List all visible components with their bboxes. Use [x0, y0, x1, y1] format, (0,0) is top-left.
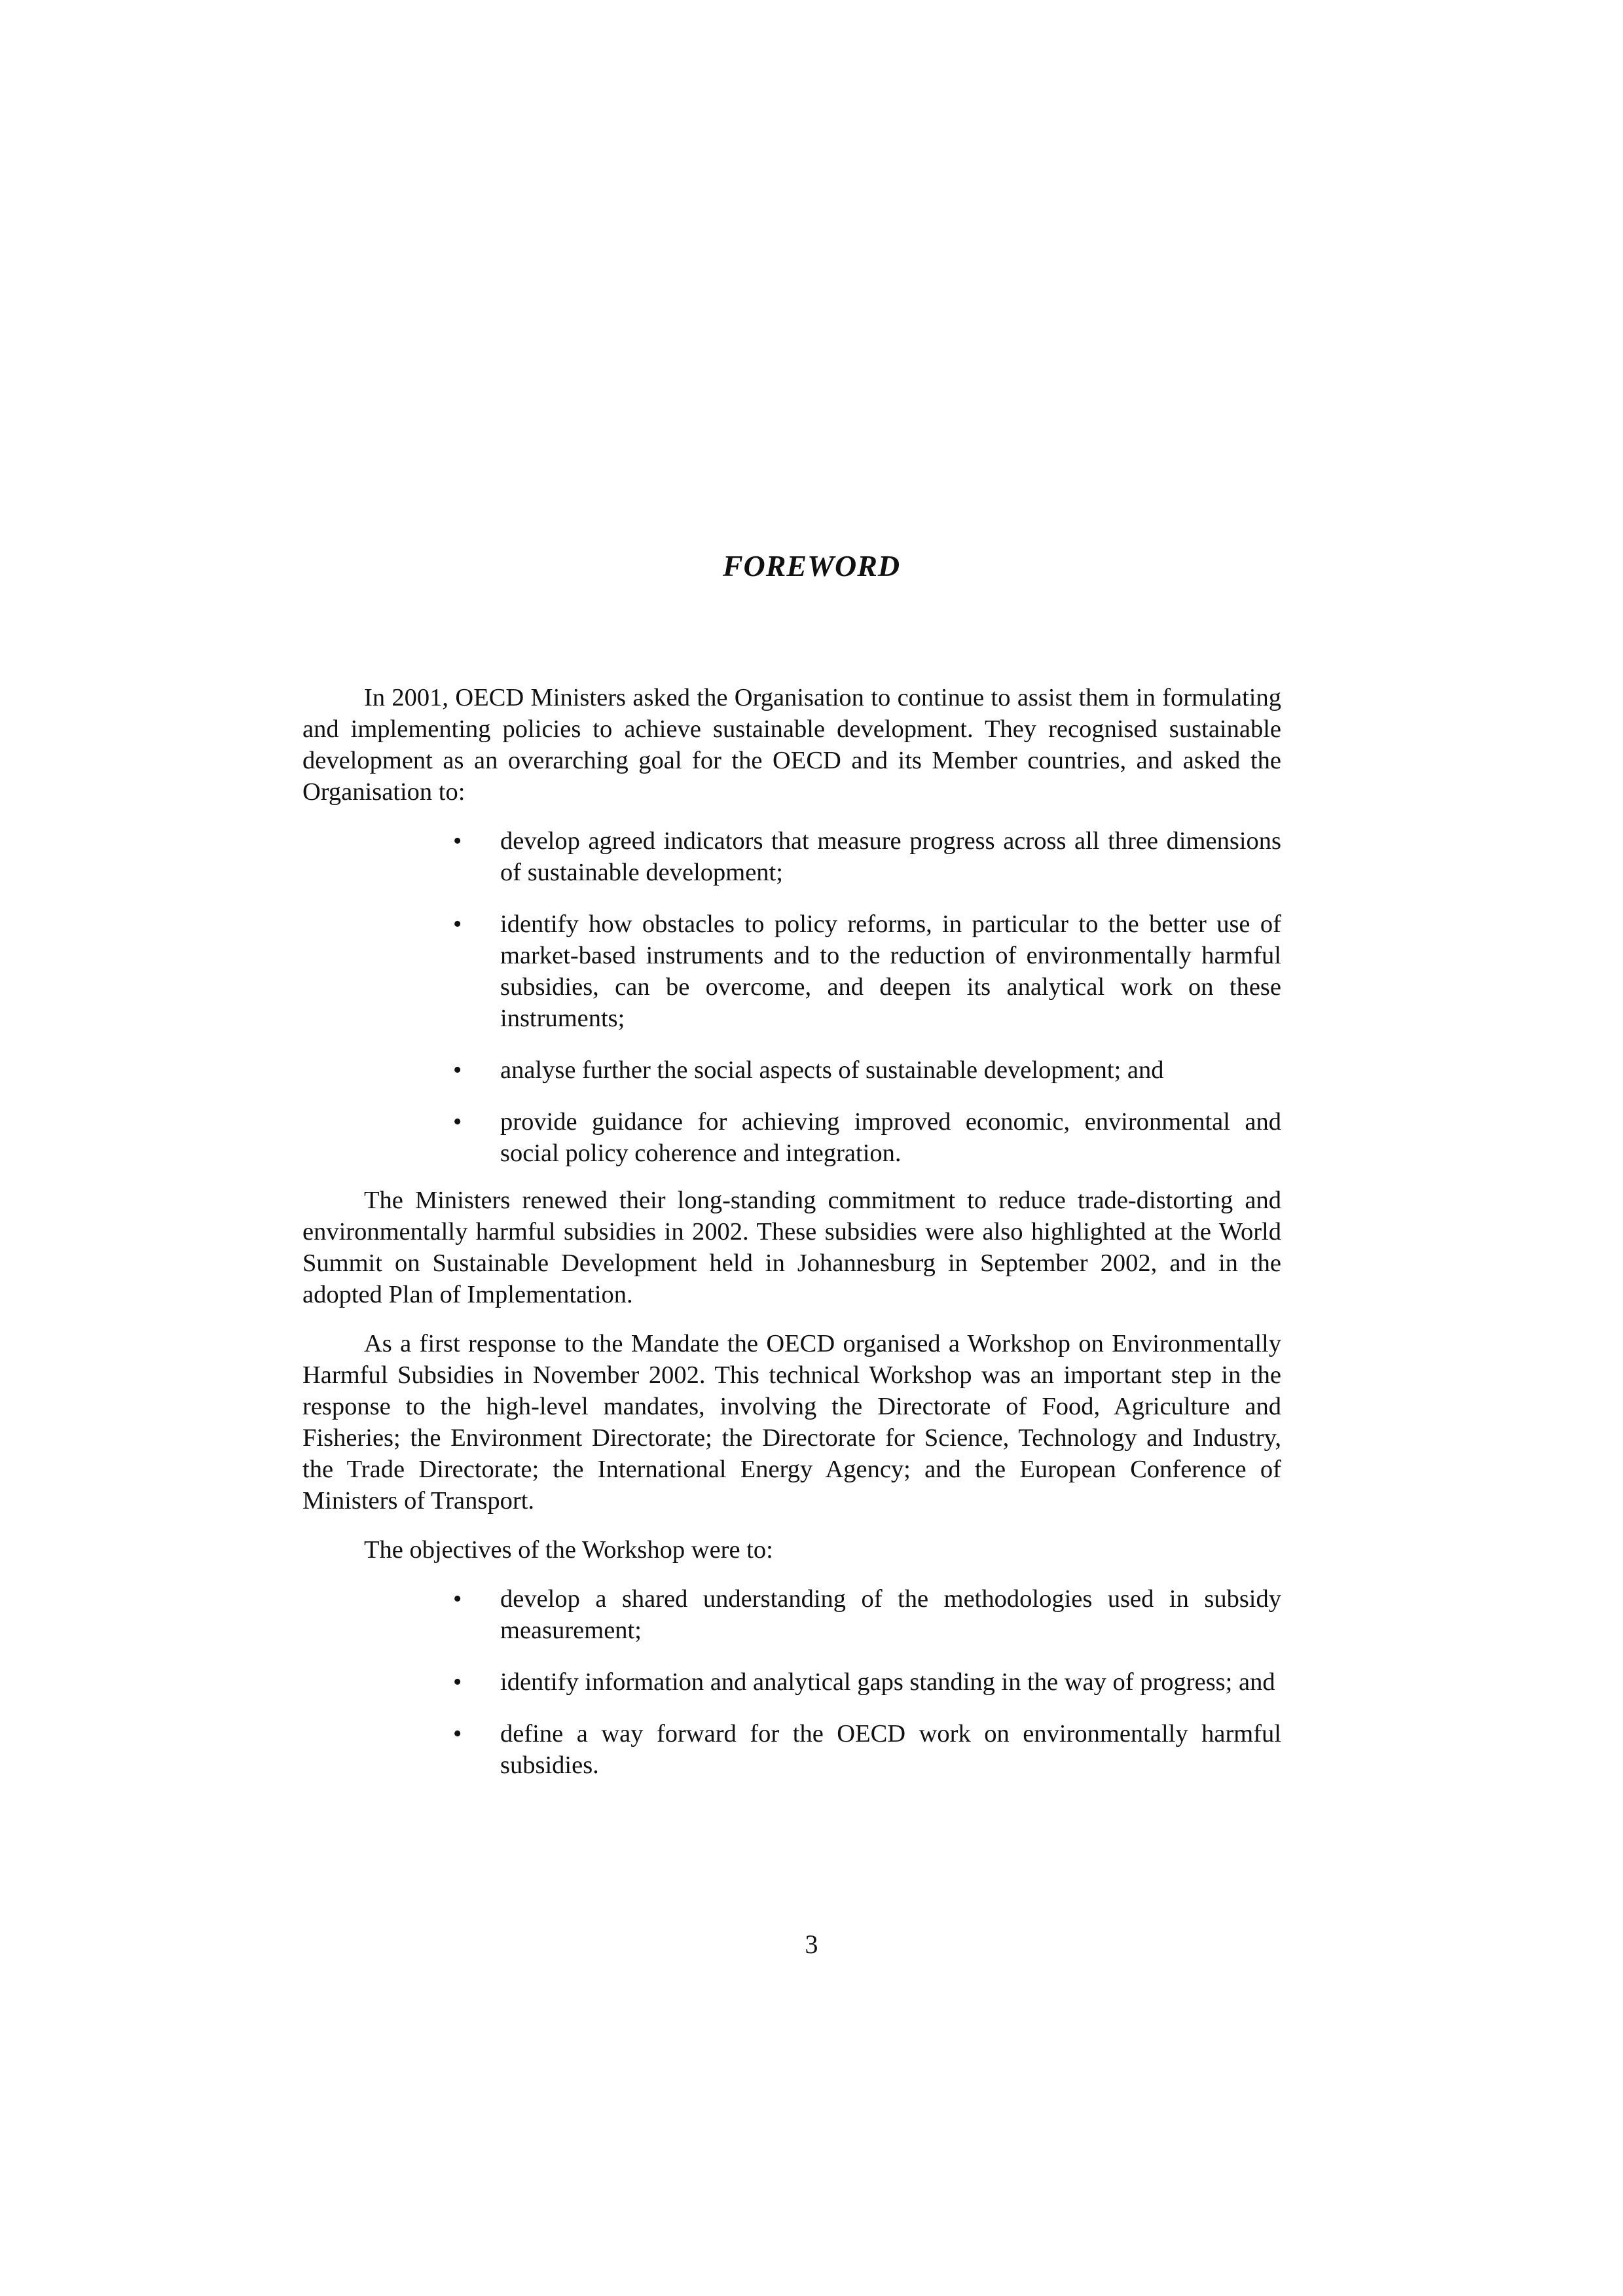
objectives-list — [302, 1583, 1281, 1781]
list-item-text: develop a shared understanding of the methodologies used in subsidy measurement; — [500, 1585, 1281, 1644]
page-title: FOREWORD — [722, 549, 901, 583]
bullet-icon: • — [453, 1668, 462, 1696]
list-item-text: analyse further the social aspects of sustainable development; and — [500, 1056, 1164, 1084]
paragraph-intro: In 2001, OECD Ministers asked the Organisation to continue to assist them in formulating and implementing policies to achieve sustainable development. They recognised sustainable development as an overarching goal for the OECD and its Member countries, and asked the Organisation to: — [302, 684, 1281, 806]
list-item — [302, 1718, 1281, 1781]
page-number: 3 — [805, 1929, 818, 1959]
list-item — [302, 1106, 1281, 1169]
list-item — [302, 1054, 1281, 1086]
bullet-icon: • — [453, 827, 462, 855]
paragraph-objectives: The objectives of the Workshop were to: — [364, 1536, 773, 1564]
list-item-text: identify how obstacles to policy reforms, in particular to the better use of market-based instruments and to the reduction of environmentally harmful subsidies, can be overcome, and deepen its analytical work on these instruments; — [500, 910, 1281, 1032]
body-text — [302, 682, 1281, 1797]
list-item — [302, 825, 1281, 888]
list-item-text: provide guidance for achieving improved economic, environmental and social policy coherence and integration. — [500, 1108, 1281, 1167]
bullet-icon: • — [453, 1585, 462, 1613]
bullet-icon: • — [453, 1108, 462, 1136]
list-item — [302, 1583, 1281, 1646]
bullet-icon: • — [453, 910, 462, 938]
list-item-text: define a way forward for the OECD work on environmentally harmful subsidies. — [500, 1720, 1281, 1779]
bullet-icon: • — [453, 1056, 462, 1084]
mandate-list — [302, 825, 1281, 1169]
list-item-text: develop agreed indicators that measure progress across all three dimensions of sustainable development; — [500, 827, 1281, 886]
paragraph-ministers: The Ministers renewed their long-standing commitment to reduce trade-distorting and environmentally harmful subsidies in 2002. These subsidies were also highlighted at the World Summit on Sustainable Development held in Johannesburg in September 2002, and in the adopted Plan of Implementation. — [302, 1187, 1281, 1308]
list-item — [302, 908, 1281, 1034]
list-item-text: identify information and analytical gaps standing in the way of progress; and — [500, 1668, 1275, 1696]
paragraph-workshop: As a first response to the Mandate the OECD organised a Workshop on Environmentally Harmful Subsidies in November 2002. This technical Workshop was an important step in the response to the high-level mandates, involving the Directorate of Food, Agriculture and Fisheries; the Environment Directorate; the Directorate for Science, Technology and Industry, the Trade Directorate; the International Energy Agency; and the European Conference of Ministers of Transport. — [302, 1330, 1281, 1515]
bullet-icon: • — [453, 1720, 462, 1748]
list-item — [302, 1666, 1281, 1698]
